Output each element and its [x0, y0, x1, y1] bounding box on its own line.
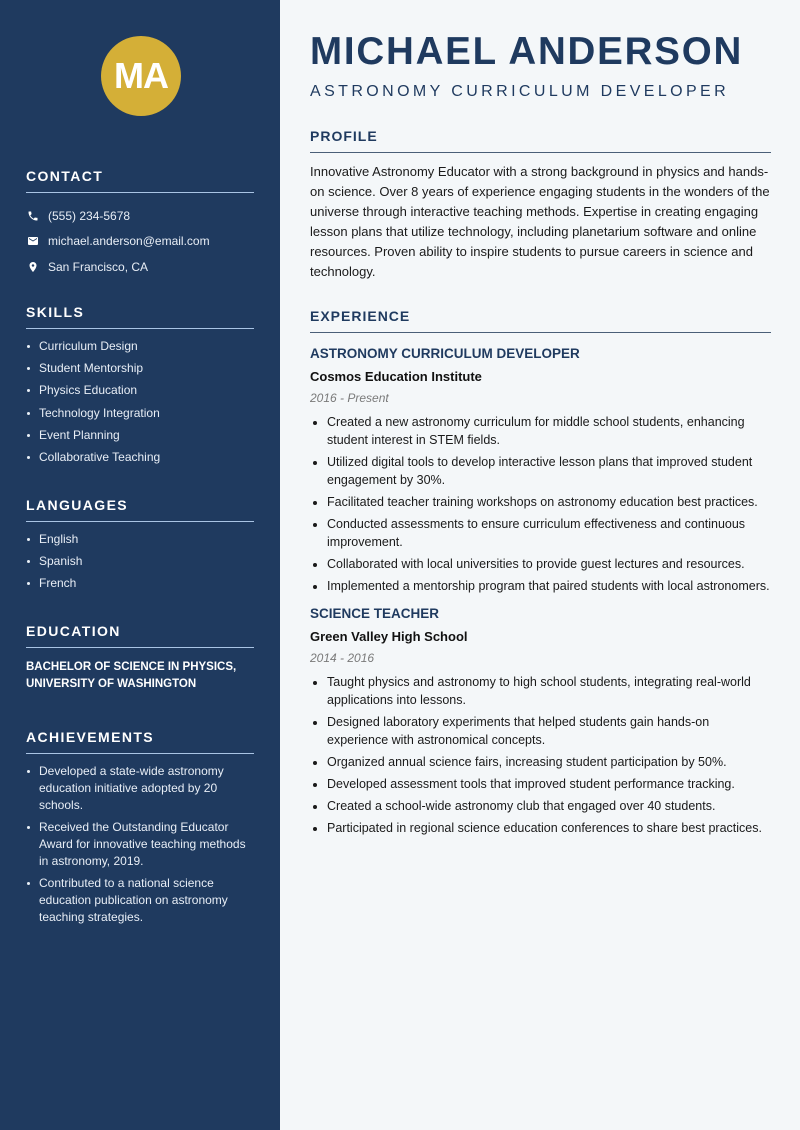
education-degree: BACHELOR OF SCIENCE IN PHYSICS, UNIVERSITY OF WASHINGTON — [26, 661, 237, 690]
education-section — [26, 623, 254, 693]
job-company: Green Valley High School — [310, 629, 468, 644]
job-dates: 2016 - Present — [310, 391, 389, 405]
contact-phone[interactable] — [26, 203, 254, 229]
contact-email[interactable] — [26, 229, 254, 255]
achievement-item: Contributed to a national science education publication on astronomy teaching strategies. — [26, 875, 254, 926]
skill-item: Technology Integration — [26, 405, 254, 422]
job-dates: 2014 - 2016 — [310, 651, 375, 665]
job-title: SCIENCE TEACHER — [310, 606, 440, 621]
skill-item: Student Mentorship — [26, 360, 254, 377]
skills-list — [26, 338, 254, 466]
job-bullet: Created a new astronomy curriculum for middle school students, enhancing student interest in STEM fields. — [310, 413, 771, 449]
languages-list — [26, 531, 254, 592]
job-bullet: Organized annual science fairs, increasing student participation by 50%. — [310, 753, 771, 771]
job-bullet: Designed laboratory experiments that helped students gain hands-on experience with astronomical concepts. — [310, 713, 771, 749]
profile-heading: PROFILE — [310, 128, 771, 153]
contact-location-text: San Francisco, CA — [48, 259, 149, 274]
job-bullet: Developed assessment tools that improved student performance tracking. — [310, 775, 771, 793]
education-heading: EDUCATION — [26, 623, 254, 648]
languages-section — [26, 497, 254, 598]
experience-section — [310, 308, 771, 841]
contact-phone-text: (555) 234-5678 — [48, 208, 131, 223]
contact-email-text: michael.anderson@email.com — [48, 234, 210, 249]
job-bullet: Participated in regional science education conferences to share best practices. — [310, 819, 771, 837]
sidebar — [0, 0, 280, 1130]
job-bullet: Implemented a mentorship program that paired students with local astronomers. — [310, 577, 771, 595]
contact-section — [26, 168, 254, 280]
languages-heading: LANGUAGES — [26, 497, 254, 522]
profile-summary: Innovative Astronomy Educator with a strong background in physics and hands-on science. Over 8 years of experience engaging students in the wonders of the universe through interactive teaching methods. Expertise in creating engaging lesson plans that utilize technology, including planetarium software and online resources. Proven ability to inspire students to pursue careers in science and technology. — [310, 164, 770, 279]
experience-heading: EXPERIENCE — [310, 308, 771, 333]
phone-icon — [26, 209, 39, 222]
job-bullets — [310, 673, 771, 837]
job-bullet: Utilized digital tools to develop interactive lesson plans that improved student engagement by 30%. — [310, 453, 771, 489]
skills-section — [26, 304, 254, 471]
skill-item: Physics Education — [26, 382, 254, 399]
email-icon — [26, 235, 39, 248]
skill-item: Curriculum Design — [26, 338, 254, 355]
achievement-item: Developed a state-wide astronomy education initiative adopted by 20 schools. — [26, 763, 254, 814]
avatar-initials: MA — [114, 55, 168, 96]
achievements-section — [26, 729, 254, 931]
job-bullet: Conducted assessments to ensure curriculum effectiveness and continuous improvement. — [310, 515, 771, 551]
job-title: ASTRONOMY CURRICULUM DEVELOPER — [310, 346, 580, 361]
achievement-item: Received the Outstanding Educator Award for innovative teaching methods in astronomy, 2019. — [26, 819, 254, 870]
location-pin-icon — [26, 260, 39, 273]
skills-heading: SKILLS — [26, 304, 254, 329]
achievements-heading: ACHIEVEMENTS — [26, 729, 254, 754]
language-item: Spanish — [26, 553, 254, 570]
job-bullet: Created a school-wide astronomy club that engaged over 40 students. — [310, 797, 771, 815]
job-company: Cosmos Education Institute — [310, 369, 482, 384]
job-bullet: Facilitated teacher training workshops on astronomy education best practices. — [310, 493, 771, 511]
candidate-name: MICHAEL ANDERSON — [310, 30, 744, 73]
job-title-subtitle: ASTRONOMY CURRICULUM DEVELOPER — [310, 83, 730, 100]
job-entry — [310, 345, 771, 595]
job-bullet: Collaborated with local universities to provide guest lectures and resources. — [310, 555, 771, 573]
job-bullet: Taught physics and astronomy to high school students, integrating real-world applications into lessons. — [310, 673, 771, 709]
contact-location — [26, 254, 254, 280]
skill-item: Event Planning — [26, 427, 254, 444]
avatar — [101, 36, 181, 116]
contact-list — [26, 203, 254, 280]
contact-heading: CONTACT — [26, 168, 254, 193]
language-item: English — [26, 531, 254, 548]
profile-section — [310, 128, 771, 282]
job-entry — [310, 605, 771, 837]
achievements-list — [26, 763, 254, 926]
skill-item: Collaborative Teaching — [26, 449, 254, 466]
language-item: French — [26, 575, 254, 592]
job-bullets — [310, 413, 771, 595]
